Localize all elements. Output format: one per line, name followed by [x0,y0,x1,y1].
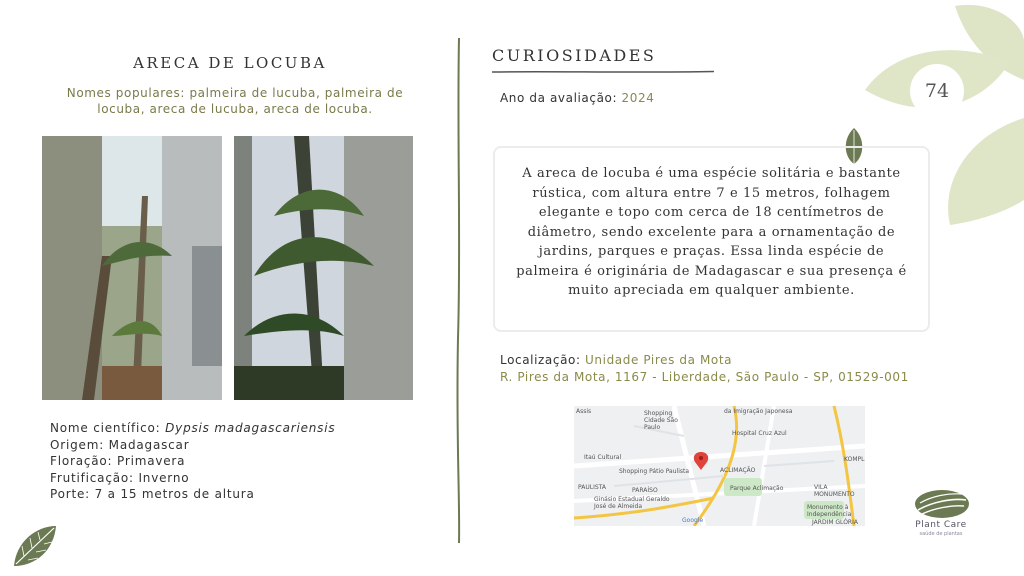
size-row: Porte: 7 a 15 metros de altura [50,487,255,501]
title-underline [492,70,714,74]
location-map[interactable] [574,406,865,526]
map-label: Ginásio Estadual Geraldo José de Almeida [594,496,670,510]
scientific-name-value: Dypsis madagascariensis [165,421,336,435]
location-label: Localização: [500,353,586,367]
page-number-badge: 74 [910,64,964,118]
map-label: VILA MONUMENTO [814,484,855,498]
map-label: Itaú Cultural [584,454,622,461]
section-divider [455,38,463,543]
plant-photo-1 [42,136,222,400]
map-label: JARDIM GLÓRIA [812,519,858,526]
plant-care-logo-icon [914,488,970,520]
map-label: Monumento à Independência [807,504,852,518]
map-label: Parque Aclimação [730,485,784,492]
plant-facts [50,420,335,503]
popular-names: Nomes populares: palmeira de lucuba, palmeira de locuba, areca de lucuba, areca de locuba. [66,86,404,116]
origin-row: Origem: Madagascar [50,437,190,452]
map-label: ACLIMAÇÃO [720,467,756,474]
map-label: Shopping Pátio Paulista [619,468,690,475]
scientific-name-row [50,420,335,437]
year-value: 2024 [621,91,655,105]
evaluation-year [500,91,655,105]
map-label: PARAÍSO [632,487,658,494]
curiosities-title: CURIOSIDADES [492,46,657,65]
map-label: da Imigração Japonesa [724,408,793,415]
map-label: Google [682,517,704,524]
scientific-name-label: Nome científico: [50,421,166,435]
fruiting-row: Frutificação: Inverno [50,470,190,485]
map-label: KOMPL [844,456,865,463]
location-unit: Unidade Pires da Mota [585,353,733,367]
flowering-row: Floração: Primavera [50,454,186,468]
plant-title: ARECA DE LOCUBA [133,54,327,72]
location-address: R. Pires da Mota, 1167 - Liberdade, São Paulo - SP, 01529-001 [500,370,909,384]
brand-name: Plant Care [915,520,967,530]
year-label: Ano da avaliação: [500,91,622,105]
plant-photo-2 [234,136,413,400]
map-label: Shopping Cidade São Paulo [644,410,678,431]
map-label: Assis [576,408,592,415]
map-label: PAULISTA [578,484,606,491]
location-block [500,352,909,386]
brand-tagline: saúde de plantas [919,531,963,537]
description-card: A areca de locuba é uma espécie solitária e bastante rústica, com altura entre 7 e 15 metros, folhagem elegante e topo com cerca de 18 centímetros de diâmetro, sendo excelente para a ornamentação de jardins, parques e praças. Essa linda espécie de palmeira é originária de Madagascar e sua presença é muito apreciada em qualquer ambiente. [493,146,930,332]
leaf-icon [10,522,60,570]
map-label: Hospital Cruz Azul [732,430,787,437]
